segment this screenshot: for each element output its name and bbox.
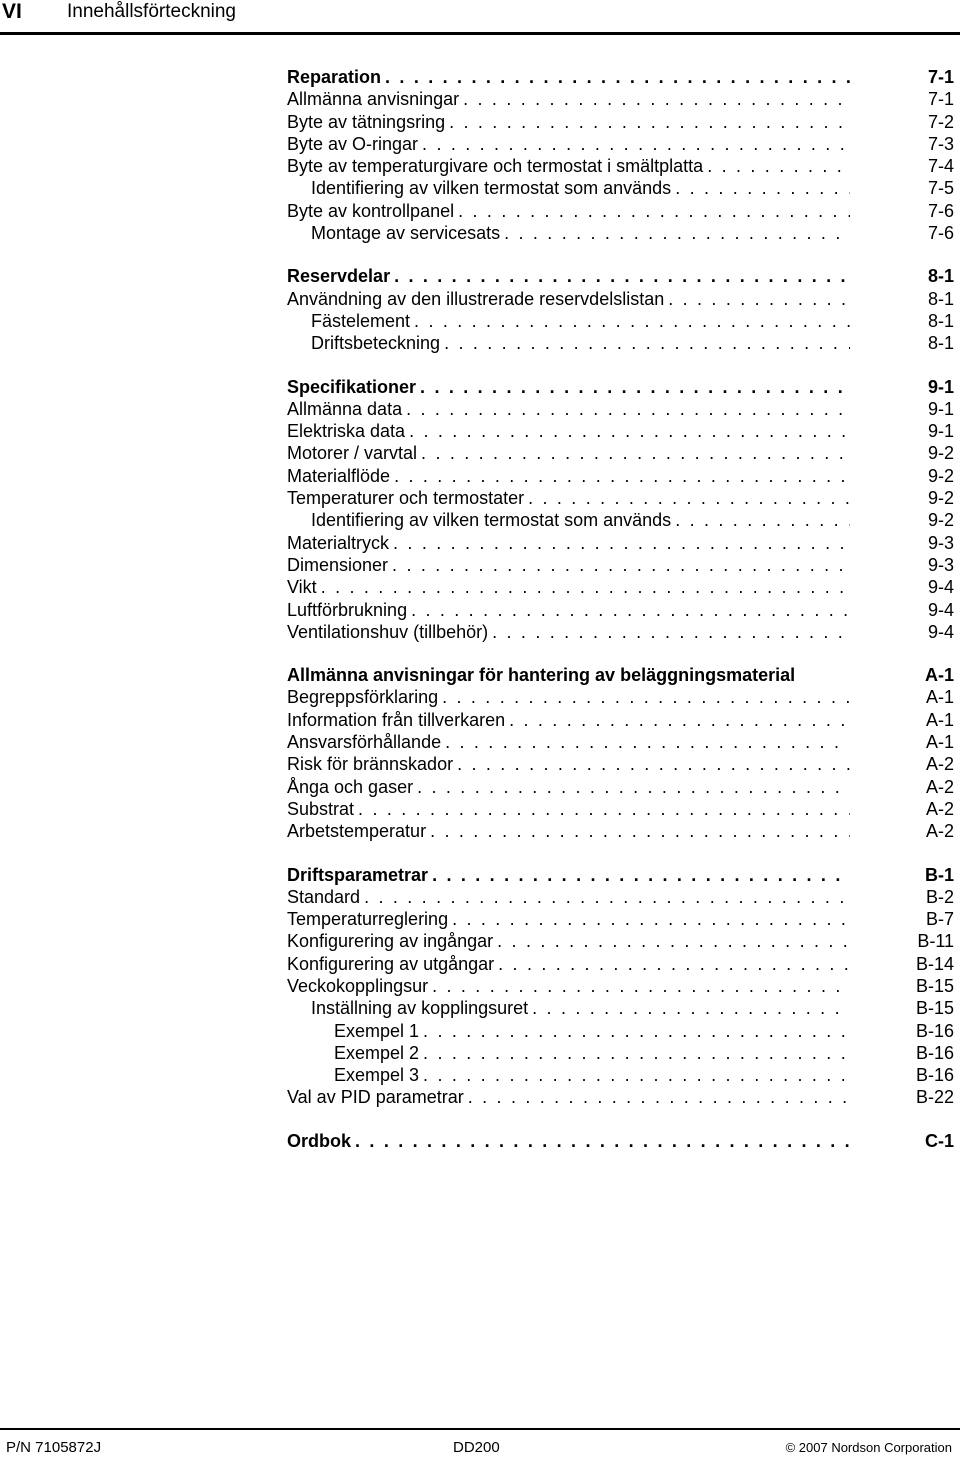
dot-leader	[351, 1130, 850, 1152]
part-number: P/N 7105872J	[6, 1439, 102, 1456]
table-of-contents	[287, 66, 957, 1173]
toc-page-number: 9-4	[927, 599, 954, 620]
toc-page-number: 7-4	[927, 156, 954, 177]
dot-leader	[426, 820, 850, 842]
dot-leader	[417, 442, 850, 464]
toc-page-number: 9-1	[927, 398, 954, 419]
dot-leader	[419, 1064, 850, 1086]
toc-entry-title: Arbetstemperatur	[287, 821, 427, 842]
toc-entry[interactable]	[287, 953, 957, 975]
toc-entry[interactable]	[287, 576, 957, 598]
toc-entry-title: Materialflöde	[287, 465, 391, 486]
dot-leader	[381, 66, 850, 88]
toc-entry[interactable]	[287, 465, 957, 487]
toc-page-number: 8-1	[927, 288, 954, 309]
toc-entry[interactable]	[287, 111, 957, 133]
dot-leader	[528, 997, 850, 1019]
toc-section	[287, 1130, 957, 1152]
toc-page-number: B-2	[925, 886, 954, 907]
toc-entry-title: Risk för brännskador	[287, 754, 454, 775]
toc-entry[interactable]	[287, 776, 957, 798]
toc-entry-title: Vikt	[287, 577, 317, 598]
toc-entry[interactable]	[287, 908, 957, 930]
dot-leader	[402, 398, 850, 420]
dot-leader	[390, 465, 850, 487]
toc-section-heading[interactable]	[287, 664, 957, 686]
toc-entry[interactable]	[287, 310, 957, 332]
toc-entry[interactable]	[287, 709, 957, 731]
toc-entry-title: Ansvarsförhållande	[287, 732, 442, 753]
toc-entry-title: Motorer / varvtal	[287, 443, 418, 464]
toc-entry[interactable]	[287, 599, 957, 621]
toc-entry-title: Byte av kontrollpanel	[287, 200, 455, 221]
dot-leader	[524, 487, 850, 509]
dot-leader	[703, 155, 850, 177]
toc-entry-title: Fästelement	[311, 310, 411, 331]
toc-entry-title: Identifiering av vilken termostat som används	[311, 510, 672, 531]
toc-section	[287, 376, 957, 644]
dot-leader	[671, 177, 850, 199]
toc-entry[interactable]	[287, 133, 957, 155]
dot-leader	[428, 864, 850, 886]
toc-entry-title: Allmänna anvisningar	[287, 89, 460, 110]
dot-leader	[664, 288, 850, 310]
page-title: Innehållsförteckning	[67, 1, 236, 22]
toc-entry[interactable]	[287, 1042, 957, 1064]
header-rule	[0, 32, 960, 35]
toc-page-number: 8-1	[927, 266, 954, 287]
toc-entry[interactable]	[287, 997, 957, 1019]
toc-entry[interactable]	[287, 820, 957, 842]
toc-entry[interactable]	[287, 200, 957, 222]
toc-entry[interactable]	[287, 930, 957, 952]
dot-leader	[505, 709, 850, 731]
toc-page-number: A-1	[925, 709, 954, 730]
toc-page-number: B-7	[925, 909, 954, 930]
toc-entry-title: Driftsparametrar	[287, 864, 429, 885]
toc-section-heading[interactable]	[287, 376, 957, 398]
toc-page-number: B-1	[924, 864, 954, 885]
dot-leader	[405, 420, 850, 442]
toc-page-number: B-16	[915, 1020, 954, 1041]
toc-page-number: A-1	[925, 732, 954, 753]
toc-entry-title: Allmänna anvisningar för hantering av beläggningsmaterial	[287, 665, 796, 686]
dot-leader	[389, 532, 850, 554]
toc-entry[interactable]	[287, 753, 957, 775]
copyright: © 2007 Nordson Corporation	[785, 1440, 952, 1455]
toc-entry-title: Exempel 3	[334, 1065, 420, 1086]
toc-entry-title: Byte av temperaturgivare och termostat i smältplatta	[287, 156, 704, 177]
toc-entry-title: Information från tillverkaren	[287, 709, 506, 730]
toc-page-number: 8-1	[927, 310, 954, 331]
toc-page-number: A-2	[925, 776, 954, 797]
toc-entry-title: Temperaturer och termostater	[287, 488, 525, 509]
toc-entry-title: Driftsbeteckning	[311, 333, 441, 354]
toc-page-number: B-11	[917, 931, 954, 952]
toc-entry[interactable]	[287, 177, 957, 199]
toc-entry[interactable]	[287, 509, 957, 531]
toc-page-number: 7-6	[927, 200, 954, 221]
toc-section-heading[interactable]	[287, 1130, 957, 1152]
toc-entry[interactable]	[287, 532, 957, 554]
toc-entry-title: Ordbok	[287, 1130, 352, 1151]
toc-page-number: 9-2	[927, 510, 954, 531]
page-number: VI	[2, 0, 22, 23]
toc-entry-title: Reservdelar	[287, 266, 391, 287]
toc-entry[interactable]	[287, 731, 957, 753]
toc-entry[interactable]	[287, 554, 957, 576]
toc-entry-title: Byte av tätningsring	[287, 111, 446, 132]
dot-leader	[388, 554, 850, 576]
toc-page-number: 9-4	[927, 577, 954, 598]
dot-leader	[419, 1042, 850, 1064]
dot-leader	[317, 576, 850, 598]
dot-leader	[440, 332, 850, 354]
toc-section	[287, 66, 957, 244]
page-header	[0, 0, 960, 34]
toc-entry-title: Montage av servicesats	[311, 223, 501, 244]
toc-page-number: 9-4	[927, 621, 954, 642]
toc-entry[interactable]	[287, 886, 957, 908]
toc-section-heading[interactable]	[287, 864, 957, 886]
toc-entry[interactable]	[287, 686, 957, 708]
toc-entry-title: Specifikationer	[287, 376, 417, 397]
toc-page-number: C-1	[924, 1130, 954, 1151]
toc-page-number: 7-3	[927, 133, 954, 154]
toc-entry-title: Inställning av kopplingsuret	[311, 998, 529, 1019]
toc-entry-title: Temperaturreglering	[287, 909, 449, 930]
toc-page-number: 7-1	[927, 67, 954, 87]
toc-entry-title: Veckokopplingsur	[287, 975, 429, 996]
toc-section-heading[interactable]	[287, 265, 957, 287]
dot-leader	[448, 908, 850, 930]
toc-entry-title: Ventilationshuv (tillbehör)	[287, 621, 489, 642]
toc-page-number: 7-1	[927, 89, 954, 110]
toc-entry[interactable]	[287, 88, 957, 110]
toc-entry[interactable]	[287, 332, 957, 354]
dot-leader	[459, 88, 850, 110]
model-name: DD200	[453, 1439, 500, 1456]
toc-page-number: 7-5	[927, 178, 954, 199]
toc-page-number: B-15	[915, 975, 954, 996]
toc-entry-title: Dimensioner	[287, 554, 389, 575]
dot-leader	[500, 222, 850, 244]
toc-section	[287, 265, 957, 354]
toc-entry[interactable]	[287, 420, 957, 442]
toc-page-number: B-16	[915, 1065, 954, 1086]
toc-page-number: 8-1	[927, 333, 954, 354]
dot-leader	[438, 686, 850, 708]
toc-page-number: 9-1	[927, 376, 954, 397]
toc-entry[interactable]	[287, 975, 957, 997]
dot-leader	[413, 776, 850, 798]
toc-entry[interactable]	[287, 288, 957, 310]
toc-entry-title: Reparation	[287, 67, 382, 87]
toc-entry[interactable]	[287, 442, 957, 464]
toc-section	[287, 664, 957, 842]
toc-entry-title: Substrat	[287, 798, 355, 819]
dot-leader	[454, 200, 850, 222]
footer-rule	[0, 1428, 960, 1430]
toc-page-number: B-16	[915, 1042, 954, 1063]
toc-page-number: A-1	[925, 687, 954, 708]
toc-page-number: 9-1	[927, 421, 954, 442]
toc-entry-title: Allmänna data	[287, 398, 403, 419]
toc-entry-title: Materialtryck	[287, 532, 390, 553]
toc-page-number: A-2	[925, 798, 954, 819]
toc-entry-title: Konfigurering av utgångar	[287, 953, 495, 974]
toc-entry-title: Ånga och gaser	[287, 776, 414, 797]
toc-entry[interactable]	[287, 222, 957, 244]
toc-page-number: 7-6	[927, 223, 954, 244]
dot-leader	[419, 1020, 850, 1042]
toc-section-heading[interactable]	[287, 66, 957, 88]
dot-leader	[410, 310, 850, 332]
toc-page-number: B-15	[915, 998, 954, 1019]
toc-page-number: A-1	[924, 665, 954, 686]
toc-entry[interactable]	[287, 1020, 957, 1042]
toc-entry-title: Val av PID parametrar	[287, 1087, 464, 1108]
toc-section	[287, 864, 957, 1109]
dot-leader	[494, 953, 850, 975]
toc-page-number: 7-2	[927, 111, 954, 132]
toc-page-number: 9-3	[927, 554, 954, 575]
dot-leader	[453, 753, 850, 775]
dot-leader	[428, 975, 850, 997]
toc-entry[interactable]	[287, 1064, 957, 1086]
toc-page-number: 9-2	[927, 465, 954, 486]
toc-entry[interactable]	[287, 1086, 957, 1108]
toc-entry-title: Byte av O-ringar	[287, 133, 419, 154]
toc-entry[interactable]	[287, 155, 957, 177]
toc-entry[interactable]	[287, 621, 957, 643]
dot-leader	[445, 111, 850, 133]
dot-leader	[418, 133, 850, 155]
dot-leader	[360, 886, 850, 908]
dot-leader	[493, 930, 850, 952]
dot-leader	[354, 798, 850, 820]
toc-page-number: 9-3	[927, 532, 954, 553]
toc-page-number: B-22	[915, 1087, 954, 1108]
toc-page-number: B-14	[915, 953, 954, 974]
toc-entry-title: Identifiering av vilken termostat som används	[311, 178, 672, 199]
toc-entry-title: Luftförbrukning	[287, 599, 408, 620]
toc-entry[interactable]	[287, 798, 957, 820]
toc-page-number: A-2	[925, 754, 954, 775]
toc-entry-title: Elektriska data	[287, 421, 406, 442]
toc-page-number: A-2	[925, 821, 954, 842]
dot-leader	[416, 376, 850, 398]
dot-leader	[407, 599, 850, 621]
toc-entry-title: Standard	[287, 886, 361, 907]
dot-leader	[488, 621, 850, 643]
toc-entry-title: Exempel 2	[334, 1042, 420, 1063]
toc-page-number: 9-2	[927, 443, 954, 464]
toc-entry[interactable]	[287, 398, 957, 420]
dot-leader	[671, 509, 850, 531]
dot-leader	[390, 265, 850, 287]
dot-leader	[464, 1086, 850, 1108]
toc-entry-title: Konfigurering av ingångar	[287, 931, 494, 952]
toc-entry-title: Begreppsförklaring	[287, 687, 439, 708]
toc-entry[interactable]	[287, 487, 957, 509]
toc-page-number: 9-2	[927, 488, 954, 509]
dot-leader	[441, 731, 850, 753]
toc-entry-title: Exempel 1	[334, 1020, 420, 1041]
toc-entry-title: Användning av den illustrerade reservdelslistan	[287, 288, 665, 309]
